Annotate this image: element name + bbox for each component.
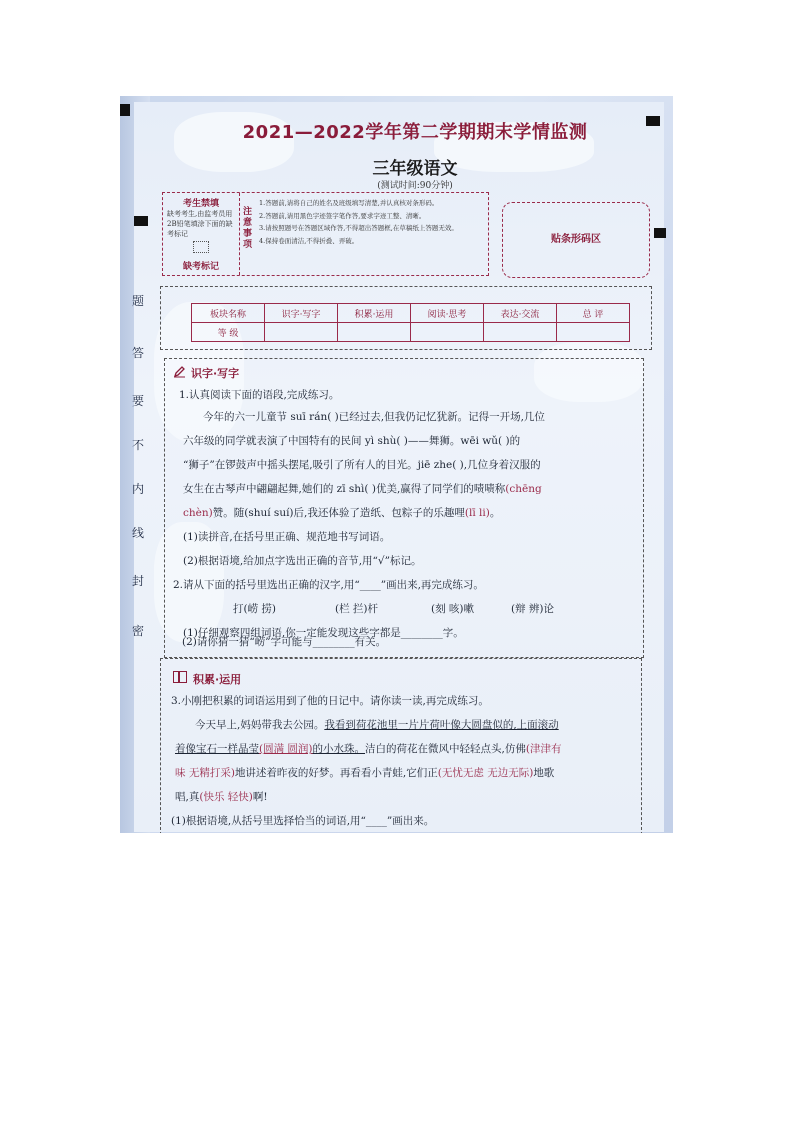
passage-line: [195, 717, 559, 732]
word-choice[interactable]: (津津有: [525, 743, 562, 755]
absent-mark-box[interactable]: [193, 241, 209, 253]
score-header: 表达·交流: [484, 304, 557, 323]
notice-label: 注意事项: [243, 207, 253, 250]
notice-box: [162, 192, 489, 276]
passage-line: [183, 481, 542, 496]
score-header: 识字·写字: [265, 304, 338, 323]
candidate-text: 缺考考生,由监考员用2B铅笔填涂下面的缺考标记: [167, 210, 233, 238]
passage-text: 地讲述着昨夜的好梦。再看看小青蛙,它们正: [234, 767, 438, 779]
passage-line: [183, 505, 500, 520]
passage-line: [175, 765, 554, 780]
binding-char: 答: [131, 346, 144, 360]
score-header: 板块名称: [192, 304, 265, 323]
passage-text: 地歌: [533, 767, 555, 779]
binding-char: 封: [131, 574, 144, 588]
binding-char: 线: [131, 526, 144, 540]
sub-question: (1)仔细观察四组词语,你一定能发现这些字都是________字。: [183, 627, 464, 639]
score-cell[interactable]: [338, 323, 411, 342]
score-header-row: [192, 304, 630, 323]
word-option[interactable]: 打(崂 捞): [233, 603, 277, 615]
passage-line: 六年级的同学就表演了中国特有的民间 yì shù( )——舞狮。wēi wǔ( )的: [183, 435, 521, 447]
book-icon: [173, 671, 187, 683]
score-cell[interactable]: [265, 323, 338, 342]
pinyin-choice[interactable]: (chēng: [505, 483, 542, 495]
word-choice[interactable]: 味 无精打采): [175, 767, 235, 779]
binding-char: 内: [131, 482, 144, 496]
passage-text: 。: [489, 507, 501, 519]
score-cell[interactable]: [411, 323, 484, 342]
notice-item: 1.答题前,请将自己的姓名及班级填写清楚,并认真核对条形码。: [259, 199, 439, 207]
score-section: [160, 286, 652, 350]
score-row-label: 等 级: [192, 323, 265, 342]
word-option[interactable]: (刻 咳)嗽: [431, 603, 475, 615]
passage-line: 今年的六一儿童节 suī rán( )已经过去,但我仍记忆犹新。记得一开场,几位: [203, 411, 545, 423]
section-title: 积累·运用: [193, 673, 242, 686]
score-table: [191, 303, 630, 342]
word-choice[interactable]: (无忧无虑 无边无际): [437, 767, 534, 779]
pinyin-choice[interactable]: (lī li): [464, 507, 490, 519]
section-accumulation: [160, 658, 642, 833]
exam-title: 2021—2022学年第二学期期末学情监测: [242, 122, 588, 143]
score-header: 阅读·思考: [411, 304, 484, 323]
score-cell[interactable]: [557, 323, 630, 342]
score-row: [192, 323, 630, 342]
barcode-area: 贴条形码区: [502, 202, 650, 278]
registration-mark: [120, 104, 130, 116]
candidate-column: [163, 193, 240, 275]
word-choice[interactable]: (圆满 圆润): [259, 743, 313, 755]
passage-line: [175, 741, 561, 756]
pen-icon: [173, 365, 186, 378]
sub-question: (2)请你猜一猜“崂”字可能与________有关。: [182, 636, 387, 648]
exam-time: (测试时间:90分钟): [377, 181, 453, 191]
passage-text: 今天早上,妈妈带我去公园。: [195, 719, 325, 731]
word-option[interactable]: (辩 辨)论: [511, 603, 555, 615]
exam-subtitle: 三年级语文: [372, 159, 458, 179]
binding-char: 要: [131, 394, 144, 408]
passage-underlined: 着像宝石一样晶莹: [175, 743, 259, 755]
passage-text: 赞。随(shuí suí)后,我还体验了造纸、包粽子的乐趣哩: [212, 507, 465, 519]
passage-text: 唱,真: [175, 791, 200, 803]
question-2: 2.请从下面的括号里选出正确的汉字,用“____”画出来,再完成练习。: [173, 579, 484, 591]
question-3: 3.小刚把积累的词语运用到了他的日记中。请你读一读,再完成练习。: [171, 695, 489, 707]
registration-mark: [654, 228, 666, 238]
notice-item: 4.保持卷面清洁,不得折叠、弄破。: [259, 236, 359, 245]
absent-label: 缺考标记: [182, 262, 219, 272]
passage-underlined: 的小水珠。: [312, 743, 366, 755]
passage-text: 啊!: [252, 791, 268, 803]
passage-text: 洁白的荷花在微风中轻轻点头,仿佛: [365, 743, 526, 755]
word-option[interactable]: (栏 拦)杆: [335, 603, 379, 615]
score-header: 总 评: [557, 304, 630, 323]
passage-text: 女生在古琴声中翩翩起舞,她们的 zī shì( )优美,赢得了同学们的啧啧称: [183, 483, 506, 495]
score-cell[interactable]: [484, 323, 557, 342]
candidate-head: 考生禁填: [182, 199, 219, 209]
word-choice[interactable]: (快乐 轻快): [199, 791, 253, 803]
notice-item: 3.请按照题号在答题区域作答,不得超出答题框,在草稿纸上答题无效。: [259, 224, 458, 232]
score-header: 积累·运用: [338, 304, 411, 323]
exam-photo: [120, 96, 673, 833]
binding-char: 题: [131, 294, 144, 308]
sub-question: (1)根据语境,从括号里选择恰当的词语,用“____”画出来。: [171, 815, 435, 827]
section-literacy: [164, 358, 644, 658]
passage-underlined: 我看到荷花池里一片片荷叶像大圆盘似的,上面滚动: [324, 719, 559, 731]
sub-question: (2)根据语境,给加点字选出正确的音节,用“√”标记。: [183, 555, 422, 567]
passage-line: [175, 789, 268, 804]
passage-line: “狮子”在锣鼓声中摇头摆尾,吸引了所有人的目光。jiē zhe( ),几位身着汉服的: [183, 459, 541, 471]
binding-char: 密: [131, 624, 144, 638]
binding-char: 不: [131, 438, 144, 452]
pinyin-choice[interactable]: chèn): [183, 507, 213, 519]
question-1: 1.认真阅读下面的语段,完成练习。: [179, 389, 340, 401]
section-title: 识字·写字: [191, 367, 240, 380]
notice-item: 2.答题前,请用黑色字迹签字笔作答,要求字迹工整、清晰。: [259, 211, 426, 220]
sub-question: (1)读拼音,在括号里正确、规范地书写词语。: [183, 531, 391, 543]
notice-items: [259, 197, 485, 247]
registration-mark: [134, 216, 148, 226]
